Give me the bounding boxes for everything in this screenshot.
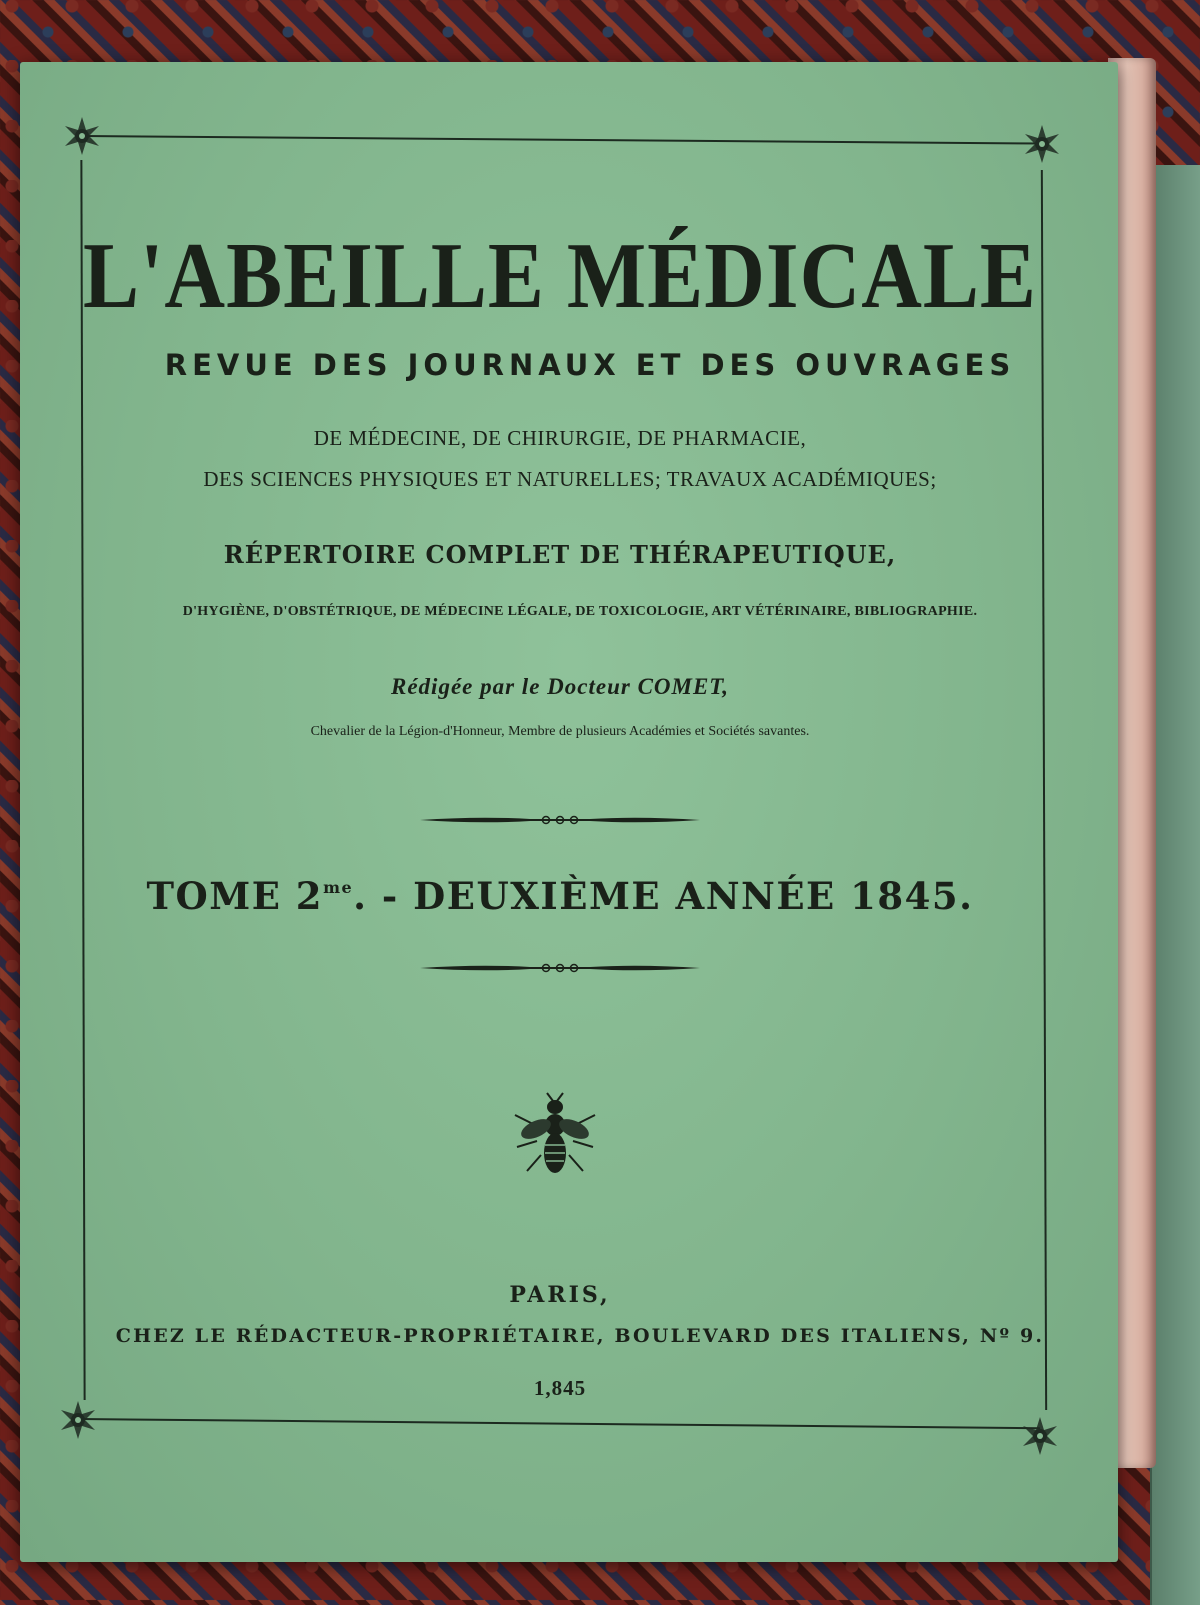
subjects-line-3: D'HYGIÈNE, D'OBSTÉTRIQUE, DE MÉDECINE LÉGALE, DE TOXICOLOGIE, ART VÉTÉRINAIRE, BIBLIOGRAPHIE. <box>182 604 978 619</box>
subjects-line-2: DES SCIENCES PHYSIQUES ET NATURELLES; TRAVAUX ACADÉMIQUES; <box>203 467 937 491</box>
bee-icon <box>505 1085 605 1185</box>
volume-line <box>80 874 1040 918</box>
scroll-divider-icon <box>420 810 700 830</box>
publisher-address: CHEZ LE RÉDACTEUR-PROPRIÉTAIRE, BOULEVARD DES ITALIENS, Nº 9. <box>115 1325 1045 1347</box>
volume-ordinal: me <box>323 878 354 897</box>
editor-line: Rédigée par le Docteur COMET, <box>391 674 729 699</box>
underlying-book <box>1150 165 1200 1605</box>
publication-city: PARIS, <box>509 1282 611 1308</box>
volume-number: TOME 2 <box>146 874 324 918</box>
rosette-icon <box>1022 124 1062 164</box>
editor-credentials: Chevalier de la Légion-d'Honneur, Membre de plusieurs Académies et Sociétés savantes. <box>310 724 810 739</box>
volume-year: . - DEUXIÈME ANNÉE 1845. <box>353 874 974 918</box>
journal-title: L'ABEILLE MÉDICALE <box>83 224 1037 329</box>
scroll-divider-icon <box>420 958 700 978</box>
rosette-icon <box>62 116 102 156</box>
rosette-icon <box>58 1400 98 1440</box>
journal-subtitle: REVUE DES JOURNAUX ET DES OUVRAGES <box>164 348 1016 382</box>
publication-year: 1,845 <box>533 1376 587 1400</box>
subjects-line-1: DE MÉDECINE, DE CHIRURGIE, DE PHARMACIE, <box>313 426 807 450</box>
repertoire-heading: RÉPERTOIRE COMPLET DE THÉRAPEUTIQUE, <box>223 540 897 569</box>
rosette-icon <box>1020 1416 1060 1456</box>
